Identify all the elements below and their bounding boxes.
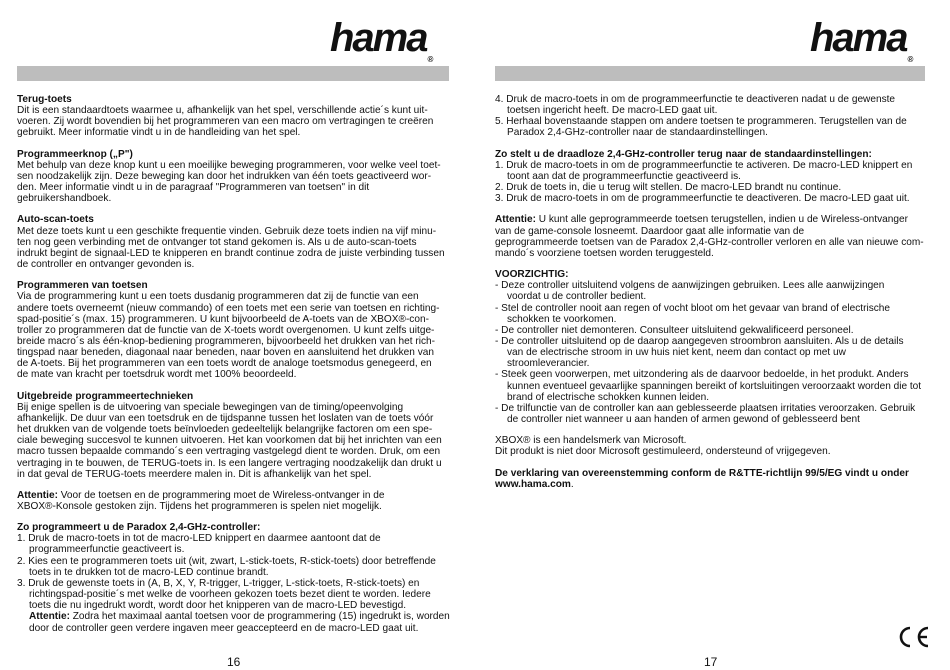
list-item: - De controller uitsluitend op de daarop aangegeven stroombron aansluiten. Als u de details	[495, 335, 904, 347]
text-line: de mate van kracht per toetsdruk wordt met 100% beoordeeld.	[17, 369, 297, 381]
left-page-text	[17, 94, 452, 634]
section-title: Auto-scan-toets	[17, 214, 94, 226]
text-line: afhankelijk. De duur van een toetsdruk en de tijdspanne tussen het loslaten van de toets vóór	[17, 412, 434, 424]
list-item: 5. Herhaal bovenstaande stappen om andere toetsen te programmeren. Terugstellen van de	[495, 116, 907, 128]
text-line: breide macro´s als één-knop-bediening programmeren, bijvoorbeeld het drukken van het rich-	[17, 335, 435, 347]
list-item-cont: van de electrische stroom in uw huis niet kent, neem dan contact op met uw	[507, 347, 846, 359]
list-item-cont: de controller niet wanneer u aan handen of armen gewond of geblesseerd bent	[507, 414, 860, 426]
list-item-cont: toets in te drukken tot de macro-LED continue brandt.	[29, 566, 269, 578]
list-item: - De trilfunctie van de controller kan aan geblesseerde plaatsen irritaties veroorzaken. Gebruik	[495, 402, 916, 414]
text-line: de A-toets. Bij het programmeren van een toets wordt de analoge toetsmodus genegeerd, en	[17, 358, 432, 370]
list-item-cont: Paradox 2,4-GHz-controller naar de standaardinstellingen.	[507, 127, 768, 139]
list-item-cont: door de controller geen verdere ingaven meer geaccepteerd en de macro-LED gaat uit.	[29, 622, 419, 634]
list-item-cont: toetsen ingericht heeft. De macro-LED gaat uit.	[507, 105, 718, 117]
text-line: spad-positie´s (max. 15) programmeren. U kunt bijvoorbeeld de A-toets van de XBOX®-con-	[17, 313, 429, 325]
text-line: voeren. Zij wordt bovendien bij het programmeren van een macro om vertragingen te creëren	[17, 116, 434, 128]
list-item-cont: programmeerfunctie geactiveert is.	[29, 544, 185, 556]
text-line: Bij enige spellen is de uitvoering van speciale bewegingen van de timing/opeenvolging	[17, 401, 404, 413]
list-item: 2. Druk de toets in, die u terug wilt stellen. De macro-LED brandt nu continue.	[495, 182, 842, 194]
text-line: Met behulp van deze knop kunt u een moeilijke beweging programmeren, voor welke veel toet-	[17, 159, 441, 171]
text-line: tingspad naar beneden, diagonaal naar beneden, naar boven en aansluitend het drukken van	[17, 347, 434, 359]
text-line: andere toets overneemt (nieuw commando) of een toets met een serie van toetsen en richting-	[17, 302, 440, 314]
section-title: Programmeren van toetsen	[17, 280, 148, 292]
text-line: troller zo programmeren dat de functie van de X-toets wordt overgenomen. U kunt zelfs uitge-	[17, 324, 435, 336]
attention-note: Attentie: U kunt alle geprogrammeerde toetsen terugstellen, indien u de Wireless-ontvanger	[495, 214, 908, 226]
list-item: - De controller niet demonteren. Consulteer uitsluitend gekwalificeerd personeel.	[495, 324, 854, 336]
page-number: 16	[227, 655, 241, 669]
list-item: - Stel de controller nooit aan regen of vocht bloot om het gevaar van brand of electrische	[495, 302, 891, 314]
text-line: Met deze toets kunt u een geschikte frequentie vinden. Gebruik deze toets indien na vijf minu-	[17, 225, 437, 237]
conformity-statement: De verklaring van overeenstemming conform de R&TTE-richtlijn 99/5/EG vindt u onder	[495, 467, 909, 479]
ce-mark-icon	[895, 625, 931, 649]
hama-logo: hama®	[810, 16, 914, 64]
right-page-text: 4. Druk de macro-toets in om de programmeerfunctie te deactiveren nadat u de gewenste toetsen ingericht heeft. De macro-LED gaat uit. 5. Herhaal bovenstaande stappen om andere toetsen te programmeren. Terugstellen van de Paradox 2,4-GHz-controller naar de standaardinstellingen. Zo stelt u de draadloze 2,4-GHz-controller terug naar de standaardinstellingen: 1. Druk de macro-toets in om de programmeerfunctie te activeren. De macro-LED knippert en toont aan dat de programmeerfunctie geactiveerd is. 2. Druk de toets in, die u terug wilt stellen. De macro-LED brandt nu continue. 3. Druk de macro-toets in om de programmeerfunctie te deactiveren. De macro-LED gaat uit. Attentie: U kunt alle geprogrammeerde toetsen terugstellen, indien u de Wireless-ontvanger van de game-console losneemt. Daardoor gaat alle informatie van de geprogrammeerde toetsen van de Paradox 2,4-GHz-controller verloren en alle van nieuwe com- mando´s voorziene toetsen worden teruggesteld. VOORZICHTIG: - Deze controller uitsluitend volgens de aanwijzingen gebruiken. Lees alle aanwijzingen voordat u de controller bedient. - Stel de controller nooit aan regen of vocht bloot om het gevaar van brand of electrische schokken te voorkomen. - De controller niet demonteren. Consulteer uitsluitend gekwalificeerd personeel. - De controller uitsluitend op de daarop aangegeven stroombron aansluiten. Als u de details van de electrische stroom in uw huis niet kent, neem dan contact op met uw stroomleverancier. - Steek geen voorwerpen, met uitzondering als de daarvoor bedoelde, in het produkt. Anders kunnen eventueel gevaarlijke spanningen bereikt of kortsluitingen veroorzaakt worden die tot brand of electrische schokken kunnen leiden. - De trilfunctie van de controller kan aan geblesseerde plaatsen irritaties veroorzaken. Gebruik de controller niet wanneer u aan handen of armen gewond of geblesseerd bent XBOX® is een handelsmerk van Microsoft. Dit produkt is niet door Microsoft gestimuleerd, ondersteund of vrijgegeven. De verklaring van overeenstemming conform de R&TTE-richtlijn 99/5/EG vindt u onder www.hama.com.	[495, 94, 930, 490]
right-page	[475, 0, 950, 670]
list-item: - Deze controller uitsluitend volgens de aanwijzingen gebruiken. Lees alle aanwijzingen	[495, 280, 885, 292]
section-title: Zo stelt u de draadloze 2,4-GHz-controller terug naar de standaardinstellingen:	[495, 148, 872, 160]
section-title: Uitgebreide programmeertechnieken	[17, 390, 194, 402]
text-line: den. Meer informatie vindt u in de paragraaf "Programmeren van toetsen" in dit	[17, 182, 370, 194]
text-line: macro tussen bepaalde commando´s een vertraging vastgelegd dient te worden. Druk, om een	[17, 446, 441, 458]
list-item: - Steek geen voorwerpen, met uitzondering als de daarvoor bedoelde, in het produkt. Anders	[495, 369, 909, 381]
text-line: Dit produkt is niet door Microsoft gestimuleerd, ondersteund of vrijgegeven.	[495, 446, 831, 458]
list-item: 3. Druk de gewenste toets in (A, B, X, Y, R-trigger, L-trigger, L-stick-toets, R-stick-toets) en	[17, 577, 420, 589]
page-number: 17	[704, 655, 718, 669]
section-title: VOORZICHTIG:	[495, 269, 569, 281]
attention-note: Attentie: Voor de toetsen en de programmering moet de Wireless-ontvanger in de	[17, 489, 385, 501]
text-line: XBOX®-Konsole gestoken zijn. Tijdens het programmeren is spelen niet mogelijk.	[17, 501, 382, 512]
header-bar	[17, 66, 449, 81]
text-line: ten nog geen verbinding met de ontvanger tot stand gekomen is. Als u de auto-scan-toets	[17, 236, 417, 248]
list-item-cont: richtingspad-positie´s met welke de voorheen gekozen toets bezet dient te worden. Iedere	[29, 589, 431, 601]
text-line: geprogrammeerde toetsen van de Paradox 2,4-GHz-controller verloren en alle van nieuwe com-	[495, 236, 924, 248]
text-line: XBOX® is een handelsmerk van Microsoft.	[495, 435, 687, 447]
text-line: het drukken van de volgende toets beïnvloeden gedeeltelijk belangrijke factoren om een spe-	[17, 424, 433, 436]
header-bar	[495, 66, 925, 81]
list-item: 4. Druk de macro-toets in om de programmeerfunctie te deactiveren nadat u de gewenste	[495, 94, 896, 105]
text-line: in dat geval de TERUG-toets meerdere malen in. Dit is afhankelijk van het spel.	[17, 468, 372, 480]
list-item: 2. Kies een te programmeren toets uit (wit, zwart, L-stick-toets, R-stick-toets) door betreffende	[17, 555, 436, 567]
attention-note: Attentie: Zodra het maximaal aantal toetsen voor de programmering (15) ingedrukt is, worden	[29, 611, 450, 623]
text-line: sen noodzakelijk zijn. Deze beweging kan door het indrukken van één toets geactiveerd wor-	[17, 170, 432, 182]
list-item-cont: toets die nu ingedrukt wordt, wordt door het knipperen van de macro-LED bevestigd.	[29, 600, 407, 612]
list-item: 1. Druk de macro-toets in tot de macro-LED knippert en daarmee aantoont dat de	[17, 533, 381, 545]
section-title: Zo programmeert u de Paradox 2,4-GHz-controller:	[17, 522, 261, 534]
list-item-cont: toont aan dat de programmeerfunctie geactiveerd is.	[507, 170, 741, 182]
text-line: de controller en ontvanger gevonden is.	[17, 259, 195, 271]
text-line: ciale beweging succesvol te kunnen uitvoeren. Het kan voorkomen dat bij het inrichten van een	[17, 435, 442, 447]
text-line: indrukt begint de signaal-LED te knipperen en brandt continue zodra de juiste verbinding tussen	[17, 247, 445, 259]
text-line: gebruikt. Meer informatie vindt u in de handleiding van het spel.	[17, 127, 301, 139]
text-line: Via de programmering kunt u een toets dusdanig programmeren dat zij de functie van een	[17, 291, 419, 303]
section-title: Terug-toets	[17, 94, 72, 105]
list-item-cont: voordat u de controller bedient.	[507, 291, 647, 303]
hama-logo: hama®	[330, 16, 434, 64]
list-item-cont: schokken te voorkomen.	[507, 313, 617, 325]
list-item: 1. Druk de macro-toets in om de programmeerfunctie te activeren. De macro-LED knippert en	[495, 159, 913, 171]
text-line: Dit is een standaardtoets waarmee u, afhankelijk van het spel, verschillende actie´s kunt uit-	[17, 105, 428, 117]
website-link[interactable]: www.hama.com	[495, 478, 571, 490]
list-item-cont: kunnen eventueel gevaarlijke spanningen bereikt of kortsluitingen veroorzaakt worden die tot	[507, 380, 922, 392]
text-line: mando´s voorziene toetsen worden teruggesteld.	[495, 247, 714, 259]
text-line: gebruikershandboek.	[17, 193, 112, 205]
text-line: vertraging in te bouwen, de TERUG-toets in. Is een langere vertraging noodzakelijk dan drukt u	[17, 457, 442, 469]
list-item-cont: brand of electrische schokken kunnen leiden.	[507, 391, 710, 403]
list-item: 3. Druk de macro-toets in om de programmeerfunctie te deactiveren. De macro-LED gaat uit.	[495, 193, 910, 205]
section-title: Programmeerknop („P")	[17, 148, 133, 160]
text-line: van de game-console losneemt. Daardoor gaat alle informatie van de	[495, 225, 805, 237]
list-item-cont: stroomleverancier.	[507, 358, 590, 370]
